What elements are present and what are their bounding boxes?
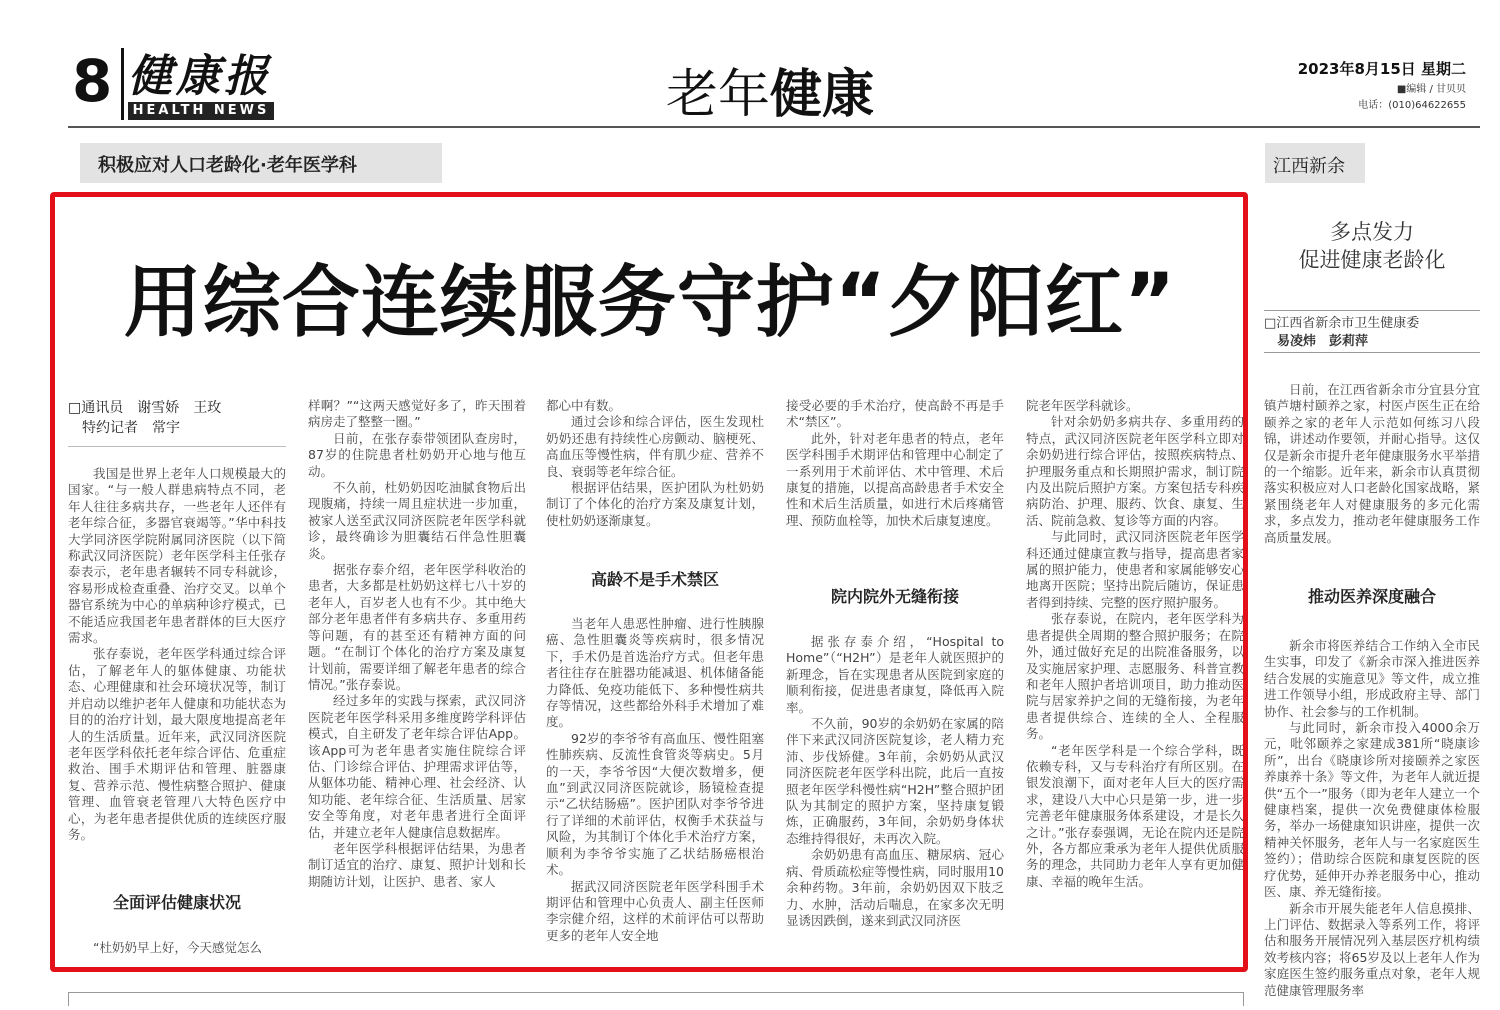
newspaper-logo-english: HEALTH NEWS (128, 102, 274, 120)
byline-reporter: 特约记者 常宇 (68, 420, 180, 436)
paragraph: 当老年人患恶性肿瘤、进行性胰腺癌、急性胆囊炎等疾病时，很多情况下，手术仍是首选治疗方式。但老年患者往往存在脏器功能减退、机体储备能力降低、免疫功能低下、多种慢性病共存等情况，这些都给外科手术增加了难度。 (546, 616, 764, 730)
article-column-3 (546, 398, 764, 529)
paragraph: 新余市将医养结合工作纳入全市民生实事，印发了《新余市深入推进医养结合发展的实施意见》等文件，成立推进工作领导小组，形成政府主导、部门协作、社会参与的工作机制。 (1264, 638, 1480, 719)
paragraph: 张存泰说，在院内，老年医学科为患者提供全周期的整合照护服务；在院外，通过做好充足的出院准备服务，以及实施居家护理、志愿服务、科普宣教和老年人照护者培训项目，助力推动医院与居家养护之间的无缝衔接，为老年患者提供综合、连续的全人、全程服务。 (1026, 611, 1244, 742)
article-column-4 (786, 398, 1004, 529)
paragraph: 都心中有数。 (546, 398, 622, 413)
region-tag (1265, 143, 1365, 183)
sidebar-body-1 (1264, 382, 1480, 546)
region-tag-label: 江西新余 (1273, 156, 1345, 177)
paragraph: 据张存泰介绍，“Hospital to Home”（“H2H”）是老年人就医照护的新理念，旨在实现患者从医院到家庭的顺利衔接，促进患者康复，降低再入院率。 (786, 634, 1004, 715)
article-byline (68, 398, 221, 438)
subheading-2: 高龄不是手术禁区 (590, 570, 719, 589)
section-title-part-a: 老年 (665, 65, 770, 125)
paragraph: “杜奶奶早上好，今天感觉怎么 (93, 940, 262, 955)
paragraph: 与此同时，新余市投入4000余万元，吡邻颐养之家建成381所“晓康诊所”，出台《晓康诊所对接颐养之家医养康养十条》等文件，为老年人就近提供“五个一”服务（即为老年人建立一个健康档案，提供一次免费健康体检服务，举办一场健康知识讲座，提供一次精神关怀服务，老年人与一名家庭医生签约）；借助综合医院和康复医院的医疗优势，延伸开办养老服务中心，推动医、康、养无缝衔接。 (1264, 720, 1480, 900)
sidebar-org: □江西省新余市卫生健康委 (1264, 316, 1420, 331)
paragraph: 老年医学科根据评估结果，为患者制订适宜的治疗、康复、照护计划和长期随访计划，让医护、患者、家人 (308, 840, 526, 889)
article-column-1 (68, 466, 286, 843)
subheading-3: 院内院外无缝衔接 (830, 587, 959, 606)
paragraph: 据张存泰介绍，老年医学科收治的患者，大多都是杜奶奶这样七八十岁的老年人，百岁老人也有不少。其中绝大部分老年患者伴有多病共存、多重用药等问题，有的甚至还有精神方面的问题。“在制订个体化的治疗方案及康复计划前，需要详细了解老年患者的综合情况。”张存泰说。 (308, 562, 526, 692)
sidebar-rule (1264, 352, 1480, 353)
sidebar-byline (1264, 315, 1419, 351)
paragraph: 院老年医学科就诊。 (1026, 398, 1139, 413)
paragraph: “老年医学科是一个综合学科，既依赖专科，又与专科治疗有所区别。在银发浪潮下，面对老年人巨大的医疗需求，建设八大中心只是第一步，进一步完善老年健康服务体系建设，才是长久之计。”张存泰强调，无论在院内还是院外，各方都应秉承为老年人提供优质服务的理念，共同助力老年人享有更加健康、幸福的晚年生活。 (1026, 742, 1244, 889)
paragraph: 我国是世界上老年人口规模最大的国家。“与一般人群患病特点不同，老年人往往多病共存，一些老年人还伴有老年综合征，多器官衰竭等。”华中科技大学同济医学院附属同济医院（以下简称武汉同济医院）老年医学科主任张存泰表示，老年患者辗转不同专科就诊，容易形成检查重叠、治疗交叉。以单个器官系统为中心的单病种诊疗模式，已不能适应我国老年患者群体的巨大医疗需求。 (68, 466, 286, 646)
article-headline: 用综合连续服务守护“夕阳红” (123, 258, 1177, 348)
editor-credit: ■编辑 / 甘贝贝 (1396, 84, 1466, 95)
issue-date: 2023年8月15日 星期二 (1297, 60, 1466, 78)
sidebar-body-2 (1264, 638, 1480, 999)
article-column-3b (546, 616, 764, 944)
section-title-part-b: 健康 (770, 65, 875, 125)
sidebar-authors: 易凌炜 彭莉萍 (1264, 334, 1369, 349)
sidebar-headline (1272, 218, 1472, 274)
paragraph: 根据评估结果，医护团队为杜奶奶制订了个体化的治疗方案及康复计划，使杜奶奶逐渐康复。 (546, 480, 764, 528)
paragraph: 样啊？”“这两天感觉好多了，昨天围着病房走了整整一圈。” (308, 398, 526, 430)
paragraph: 据武汉同济医院老年医学科围手术期评估和管理中心负责人、副主任医师李宗健介绍，这样的术前评估可以帮助更多的老年人安全地 (546, 878, 764, 943)
sidebar-headline-line-2: 促进健康老龄化 (1298, 248, 1446, 272)
article-column-4b (786, 634, 1004, 929)
subheading-1: 全面评估健康状况 (112, 893, 241, 912)
paragraph: 此外，针对老年患者的特点，老年医学科围手术期评估和管理中心制定了一系列用于术前评估、术中管理、术后康复的措施，以提高高龄患者手术安全性和术后生活质量，如进行术后疼痛管理、预防血栓等，加快术后康复速度。 (786, 430, 1004, 528)
section-title (600, 52, 940, 127)
byline-correspondents: □通讯员 谢雪娇 王玫 (68, 400, 222, 416)
article-column-2 (308, 398, 526, 890)
article-column-1-tail (68, 940, 286, 956)
byline-rule (68, 446, 286, 447)
paragraph: 新余市开展失能老年人信息摸排、上门评估、数据录入等系列工作，将评估和服务开展情况列入基层医疗机构绩效考核内容；将65岁及以上老年人作为家庭医生签约服务重点对象，老年人规范健康管理服务率 (1264, 900, 1480, 998)
article-column-5 (1026, 398, 1244, 890)
sidebar-subheading: 推动医养深度融合 (1307, 587, 1436, 606)
bottom-rule (68, 992, 1244, 1006)
sidebar-headline-line-1: 多点发力 (1330, 220, 1414, 244)
paragraph: 张存泰说，老年医学科通过综合评估，了解老年人的躯体健康、功能状态、心理健康和社会环境状况等，制订并启动以维护老年人健康和功能状态为目的的治疗计划，最大限度地提高老年人的生活质量。近年来，武汉同济医院老年医学科依托老年综合评估、危重症救治、围手术期评估和管理、脏器康复、营养示范、慢性病整合照护、健康管理、血管衰老管理八大特色医疗中心，为老年患者提供优质的连续医疗服务。 (68, 646, 286, 842)
paragraph: 日前，在江西省新余市分宜县分宜镇芦塘村颐养之家，村医卢医生正在给颐养之家的老年人示范如何练习八段锦，讲述动作要领，并耐心指导。这仅仅是新余市提升老年健康服务水平举措的一个缩影。近年来，新余市认真贯彻落实积极应对人口老龄化国家战略，紧紧围绕老年人对健康服务的多元化需求，多点发力，推动老年健康服务工作高质量发展。 (1264, 382, 1480, 545)
newspaper-logo: 健康报 (128, 51, 272, 102)
sidebar-rule (1264, 310, 1480, 311)
column-band (80, 143, 442, 183)
paragraph: 与此同时，武汉同济医院老年医学科还通过健康宣教与指导，提高患者家属的照护能力，使患者和家属能够安心地离开医院；坚持出院后随访，保证患者得到持续、完整的医疗照护服务。 (1026, 529, 1244, 610)
editor-phone: 电话：(010)64622655 (1358, 100, 1466, 111)
paragraph: 接受必要的手术治疗，使高龄不再是手术“禁区”。 (786, 398, 1004, 430)
page-number: 8 (72, 47, 113, 115)
header-rule (68, 126, 1480, 128)
paragraph: 日前，在张存泰带领团队查房时，87岁的住院患者杜奶奶开心地与他互动。 (308, 430, 526, 479)
logo-divider (121, 48, 124, 120)
paragraph: 余奶奶患有高血压、糖尿病、冠心病、骨质疏松症等慢性病，同时服用10余种药物。3年前，余奶奶因双下肢乏力、水肿，活动后喘息，在家多次无明显诱因跌倒，遂来到武汉同济医 (786, 847, 1004, 928)
paragraph: 不久前，90岁的余奶奶在家属的陪伴下来武汉同济医院复诊，老人精力充沛、步伐矫健。3年前，余奶奶从武汉同济医院老年医学科出院，此后一直按照老年医学科慢性病“H2H”整合照护团队为其制定的照护方案，坚持康复锻炼，正确服药，3年间，余奶奶身体状态维持得很好，未再次入院。 (786, 716, 1004, 846)
column-band-label: 积极应对人口老龄化·老年医学科 (98, 155, 357, 176)
paragraph: 经过多年的实践与探索，武汉同济医院老年医学科采用多维度跨学科评估模式，自主研发了老年综合评估App。该App可为老年患者实施住院综合评估、门诊综合评估、护理需求评估等，从躯体功能、精神心理、社会经济、认知功能、老年综合征、生活质量、居家安全等角度，对老年患者进行全面评估，并建立老年人健康信息数据库。 (308, 693, 526, 840)
paragraph: 不久前，杜奶奶因吃油腻食物后出现腹痛，持续一周且症状进一步加重，被家人送至武汉同济医院老年医学科就诊，最终确诊为胆囊结石伴急性胆囊炎。 (308, 480, 526, 561)
paragraph: 92岁的李爷爷有高血压、慢性阻塞性肺疾病、反流性食管炎等病史。5月的一天，李爷爷因“大便次数增多，便血”到武汉同济医院就诊，肠镜检查提示“乙状结肠癌”。医护团队对李爷爷进行了详细的术前评估，权衡手术获益与风险，为其制订个体化手术治疗方案，顺利为李爷爷实施了乙状结肠癌根治术。 (546, 730, 764, 878)
paragraph: 通过会诊和综合评估，医生发现杜奶奶还患有持续性心房颤动、脑梗死、高血压等慢性病，伴有肌少症、营养不良、衰弱等老年综合征。 (546, 414, 764, 479)
paragraph: 针对余奶奶多病共存、多重用药的特点，武汉同济医院老年医学科立即对余奶奶进行综合评估，按照疾病特点、护理服务重点和长期照护需求，制订院内及出院后照护方案。方案包括专科疾病防治、护理、服药、饮食、康复、生活、院前急救、复诊等方面的内容。 (1026, 414, 1244, 528)
